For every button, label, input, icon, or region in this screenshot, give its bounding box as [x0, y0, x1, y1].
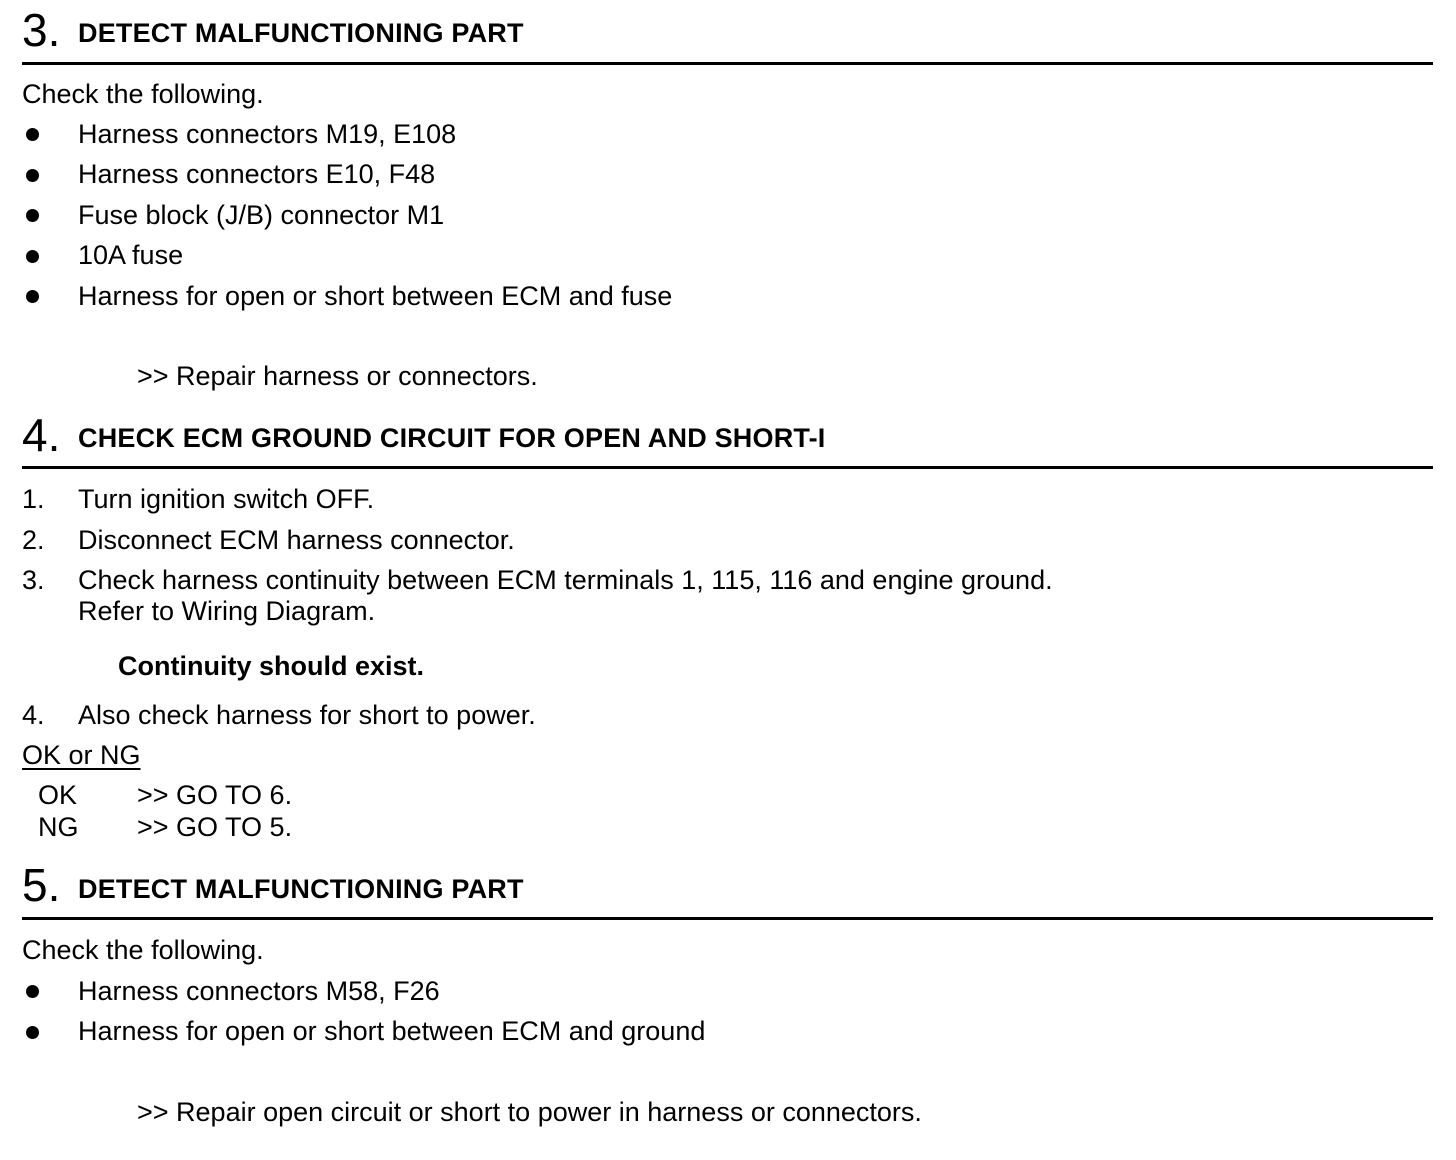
- list-item: Fuse block (J/B) connector M1: [78, 200, 445, 230]
- bullet-icon: [26, 209, 39, 222]
- result-action-ok: >> GO TO 6.: [137, 780, 293, 810]
- step-text: Check harness continuity between ECM terminals 1, 115, 116 and engine ground.: [78, 565, 1053, 595]
- result-action-ng: >> GO TO 5.: [137, 812, 293, 842]
- bullet-icon: [26, 1026, 39, 1039]
- step-text: Disconnect ECM harness connector.: [78, 525, 515, 555]
- step-number: 2.: [22, 525, 45, 555]
- section-title: CHECK ECM GROUND CIRCUIT FOR OPEN AND SHORT-I: [78, 423, 826, 453]
- repair-action: >> Repair open circuit or short to power in harness or connectors.: [137, 1097, 922, 1127]
- step-text-continued: Refer to Wiring Diagram.: [78, 596, 376, 626]
- step-number: 3.: [22, 565, 45, 595]
- list-item: Harness for open or short between ECM and fuse: [78, 281, 673, 311]
- list-item: Harness connectors E10, F48: [78, 159, 436, 189]
- list-item: Harness connectors M19, E108: [78, 119, 457, 149]
- section-number: 5.: [22, 859, 61, 911]
- list-item: Harness for open or short between ECM and ground: [78, 1016, 706, 1046]
- section-divider: [22, 917, 1433, 920]
- step-text: Also check harness for short to power.: [78, 700, 536, 730]
- section-title: DETECT MALFUNCTIONING PART: [78, 874, 524, 904]
- section-number: 4.: [22, 409, 61, 461]
- bullet-icon: [26, 250, 39, 263]
- repair-action: >> Repair harness or connectors.: [137, 361, 538, 391]
- step-number: 4.: [22, 700, 45, 730]
- list-item: 10A fuse: [78, 240, 184, 270]
- spec-note: Continuity should exist.: [118, 651, 425, 681]
- list-item: Harness connectors M58, F26: [78, 976, 440, 1006]
- intro-text: Check the following.: [22, 935, 264, 965]
- result-label-ng: NG: [38, 812, 79, 842]
- section-divider: [22, 466, 1433, 469]
- step-text: Turn ignition switch OFF.: [78, 484, 375, 514]
- result-heading: OK or NG: [22, 740, 141, 770]
- step-number: 1.: [22, 484, 45, 514]
- result-label-ok: OK: [38, 780, 78, 810]
- section-divider: [22, 62, 1433, 65]
- bullet-icon: [26, 985, 39, 998]
- section-number: 3.: [22, 4, 61, 56]
- section-title: DETECT MALFUNCTIONING PART: [78, 18, 524, 48]
- intro-text: Check the following.: [22, 79, 264, 109]
- bullet-icon: [26, 128, 39, 141]
- bullet-icon: [26, 290, 39, 303]
- bullet-icon: [26, 169, 39, 182]
